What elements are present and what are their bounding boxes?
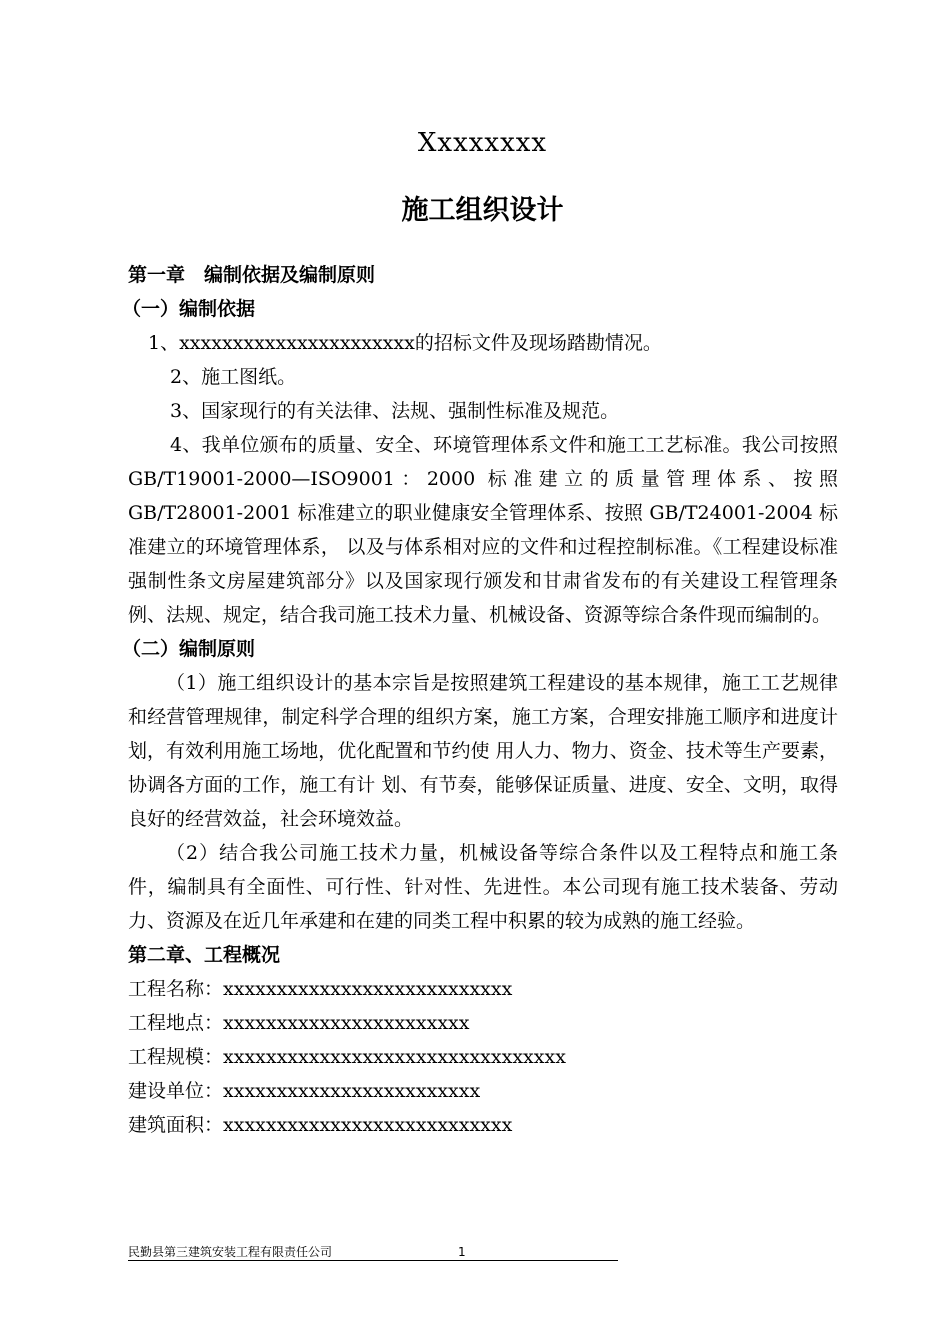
project-info-row <box>128 1108 838 1142</box>
project-info-row <box>128 1040 838 1074</box>
project-info-value: xxxxxxxxxxxxxxxxxxxxxxxx <box>223 1080 481 1102</box>
project-info-label: 工程名称： <box>128 978 224 1000</box>
page-footer <box>128 1244 618 1261</box>
document-body <box>122 258 838 1142</box>
chapter-2-heading: 第二章、工程概况 <box>128 944 281 966</box>
basis-item-3: 3、国家现行的有关法律、法规、强制性标准及规范。 <box>170 400 620 422</box>
section-basis-heading: （一）编制依据 <box>122 298 256 320</box>
project-info-value: xxxxxxxxxxxxxxxxxxxxxxxxxxx <box>223 1114 513 1136</box>
project-info-value: xxxxxxxxxxxxxxxxxxxxxxxxxxx <box>223 978 513 1000</box>
principle-item-1: （1）施工组织设计的基本宗旨是按照建筑工程建设的基本规律，施工工艺规律和经营管理规律，制定科学合理的组织方案，施工方案，合理安排施工顺序和进度计划，有效利用施工场地，优化配置和节约使 用人力、物力、资金、技术等生产要素，协调各方面的工作，施工有计 划、有节奏，能够保证质量、进度、安全、文明，取得良好的经营效益，社会环境效益。 <box>128 672 838 830</box>
project-info-label: 建设单位： <box>128 1080 224 1102</box>
basis-item-2: 2、施工图纸。 <box>170 366 297 388</box>
project-info-value: xxxxxxxxxxxxxxxxxxxxxxxxxxxxxxxx <box>223 1046 566 1068</box>
project-info-label: 建筑面积： <box>128 1114 224 1136</box>
project-info-value: xxxxxxxxxxxxxxxxxxxxxxx <box>223 1012 470 1034</box>
section-principles-heading: （二）编制原则 <box>122 638 256 660</box>
document-title: 施工组织设计 <box>401 195 564 226</box>
project-info-label: 工程地点： <box>128 1012 224 1034</box>
project-info-row <box>128 1006 838 1040</box>
footer-page-number: 1 <box>458 1245 466 1259</box>
project-info-row <box>128 972 838 1006</box>
project-info-row <box>128 1074 838 1108</box>
document-title-latin: Xxxxxxxx <box>417 128 548 158</box>
footer-company-name: 民勤县第三建筑安装工程有限责任公司 <box>128 1245 333 1259</box>
basis-item-4: 4、我单位颁布的质量、安全、环境管理体系文件和施工工艺标准。我公司按照 GB/T19001-2000—ISO9001：2000 标准建立的质量管理体系、按照 GB/T28001-2001 标准建立的职业健康安全管理体系、按照 GB/T24001-2004 标准建立的环境管理体系， 以及与体系相对应的文件和过程控制标准。《工程建设标准强制性条文房屋建筑部分》以及国家现行颁发和甘肃省发布的有关建设工程管理条例、法规、规定，结合我司施工技术力量、机械设备、资源等综合条件现而编制的。 <box>128 434 838 626</box>
principle-item-2: （2）结合我公司施工技术力量，机械设备等综合条件以及工程特点和施工条件，编制具有全面性、可行性、针对性、先进性。本公司现有施工技术装备、劳动力、资源及在近几年承建和在建的同类工程中积累的较为成熟的施工经验。 <box>128 842 838 932</box>
basis-item-1: 1、xxxxxxxxxxxxxxxxxxxxxx的招标文件及现场踏勘情况。 <box>148 332 662 354</box>
project-info-label: 工程规模： <box>128 1046 224 1068</box>
chapter-1-heading: 第一章 编制依据及编制原则 <box>128 264 376 286</box>
